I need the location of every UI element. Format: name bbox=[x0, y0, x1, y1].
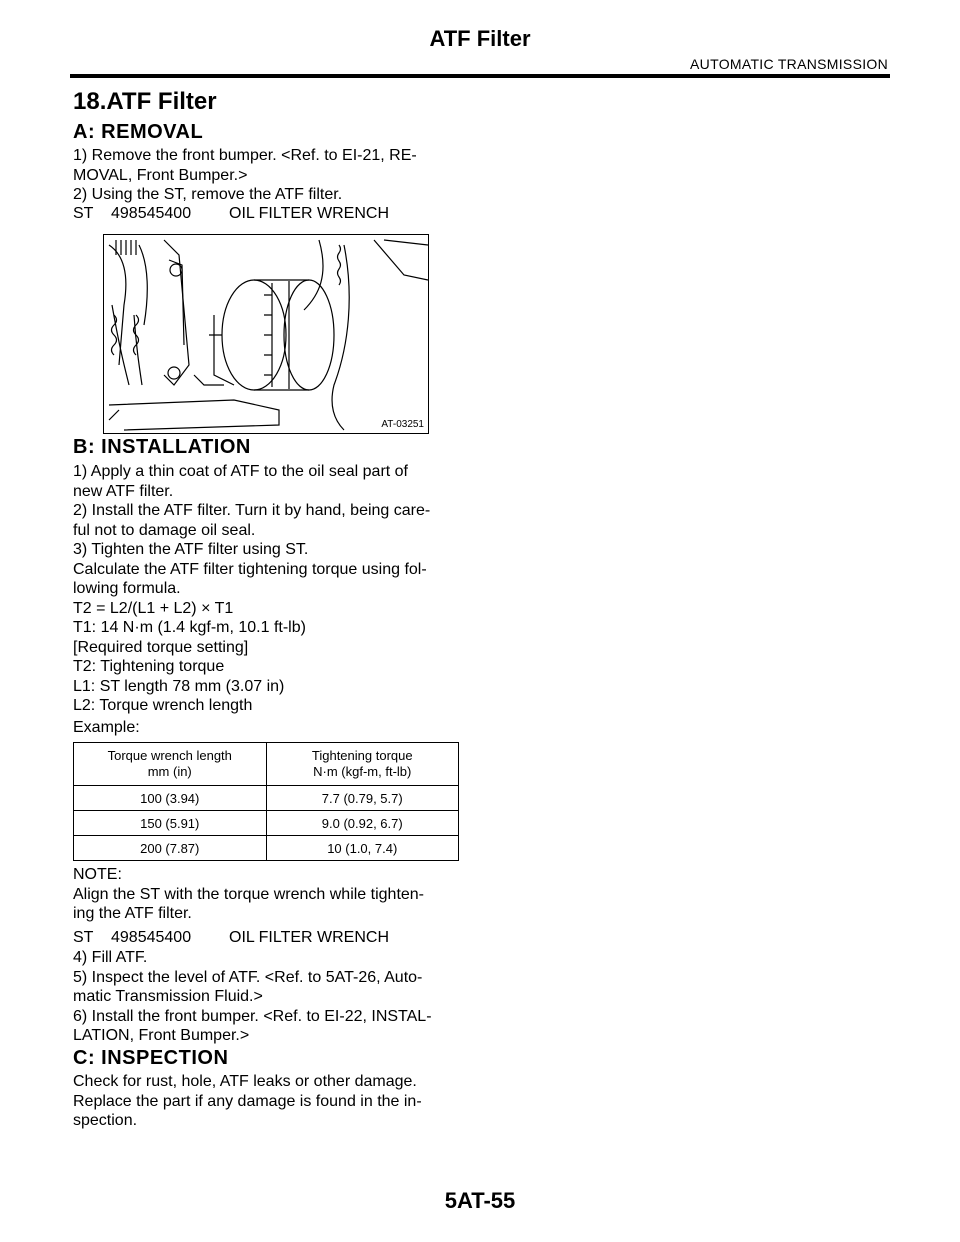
table-header-length: Torque wrench length mm (in) bbox=[74, 743, 267, 786]
install-step-3: 3) Tighten the ATF filter using ST. bbox=[73, 541, 309, 558]
install-step-2: 2) Install the ATF filter. Turn it by hand, being care- ful not to damage oil seal. bbox=[73, 502, 431, 539]
install-t1: T1: 14 N·m (1.4 kgf-m, 10.1 ft-lb) bbox=[73, 619, 306, 636]
inspection-line-1: Check for rust, hole, ATF leaks or other damage. bbox=[73, 1073, 417, 1090]
installation-steps-b bbox=[73, 948, 459, 1046]
install-st-line bbox=[73, 929, 389, 947]
install-step-4: 4) Fill ATF. bbox=[73, 949, 148, 966]
table-cell: 7.7 (0.79, 5.7) bbox=[266, 786, 459, 811]
install-formula: T2 = L2/(L1 + L2) × T1 bbox=[73, 599, 234, 617]
removal-st-line bbox=[73, 205, 389, 223]
atf-filter-illustration bbox=[104, 235, 428, 433]
table-cell: 150 (5.91) bbox=[74, 811, 267, 836]
removal-title: A: REMOVAL bbox=[73, 121, 204, 143]
note-label: NOTE: bbox=[73, 866, 122, 883]
inspection-line-2: Replace the part if any damage is found in the in- spection. bbox=[73, 1092, 422, 1129]
install-step-6: 6) Install the front bumper. <Ref. to EI-22, INSTAL- LATION, Front Bumper.> bbox=[73, 1007, 432, 1044]
figure-label: AT-03251 bbox=[381, 419, 424, 430]
header-title: ATF Filter bbox=[429, 26, 531, 51]
install-required: [Required torque setting] bbox=[73, 638, 249, 656]
table-cell: 200 (7.87) bbox=[74, 836, 267, 861]
install-l1: L1: ST length 78 mm (3.07 in) bbox=[73, 677, 285, 695]
install-calc: Calculate the ATF filter tightening torque using fol- lowing formula. bbox=[73, 560, 427, 597]
removal-step-2: 2) Using the ST, remove the ATF filter. bbox=[73, 186, 343, 203]
st-code: ST bbox=[73, 929, 94, 946]
inspection-text bbox=[73, 1072, 459, 1131]
section-title: 18.ATF Filter bbox=[73, 88, 217, 115]
torque-table bbox=[73, 742, 459, 861]
inspection-title: C: INSPECTION bbox=[73, 1047, 229, 1069]
install-t2: T2: Tightening torque bbox=[73, 658, 225, 675]
install-example: Example: bbox=[73, 718, 140, 736]
table-cell: 10 (1.0, 7.4) bbox=[266, 836, 459, 861]
install-l2: L2: Torque wrench length bbox=[73, 697, 253, 714]
table-cell: 9.0 (0.92, 6.7) bbox=[266, 811, 459, 836]
table-row bbox=[74, 811, 459, 836]
table-cell: 100 (3.94) bbox=[74, 786, 267, 811]
installation-title: B: INSTALLATION bbox=[73, 436, 251, 458]
table-header-torque: Tightening torque N·m (kgf-m, ft-lb) bbox=[266, 743, 459, 786]
header-section: AUTOMATIC TRANSMISSION bbox=[690, 56, 888, 72]
st-number: 498545400 bbox=[111, 205, 192, 222]
removal-step-1: 1) Remove the front bumper. <Ref. to EI-21, RE- MOVAL, Front Bumper.> bbox=[73, 147, 417, 184]
removal-steps bbox=[73, 146, 459, 205]
note-text: Align the ST with the torque wrench while tighten- ing the ATF filter. bbox=[73, 885, 425, 922]
install-step-5: 5) Inspect the level of ATF. <Ref. to 5AT-26, Auto- matic Transmission Fluid.> bbox=[73, 968, 423, 1005]
header-rule bbox=[70, 74, 890, 78]
st-number: 498545400 bbox=[111, 929, 192, 946]
atf-filter-figure bbox=[103, 234, 429, 434]
installation-steps-a bbox=[73, 462, 459, 737]
page-number: 5AT-55 bbox=[444, 1188, 516, 1213]
table-row bbox=[74, 836, 459, 861]
st-name: OIL FILTER WRENCH bbox=[229, 929, 390, 946]
install-step-1: 1) Apply a thin coat of ATF to the oil seal part of new ATF filter. bbox=[73, 463, 408, 500]
note-block bbox=[73, 865, 459, 924]
table-row bbox=[74, 786, 459, 811]
st-name: OIL FILTER WRENCH bbox=[229, 205, 390, 222]
table-header-row bbox=[74, 743, 459, 786]
st-code: ST bbox=[73, 205, 94, 222]
